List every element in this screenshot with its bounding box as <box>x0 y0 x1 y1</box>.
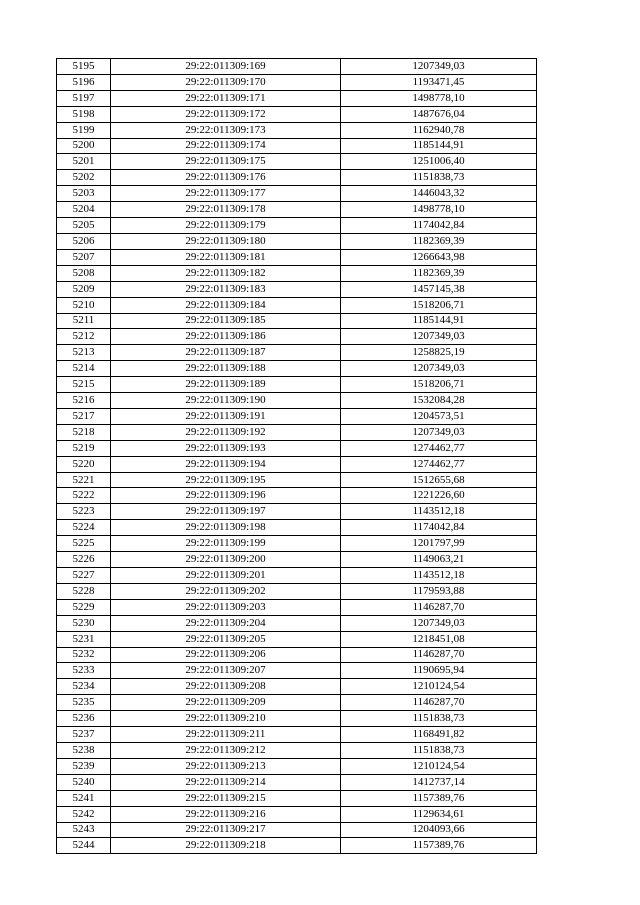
cadastral-value-cell: 1457145,38 <box>341 281 537 297</box>
table-row <box>57 758 537 774</box>
row-number-cell: 5197 <box>57 90 111 106</box>
cadastral-number-cell: 29:22:011309:183 <box>111 281 341 297</box>
cadastral-number-cell: 29:22:011309:193 <box>111 440 341 456</box>
cadastral-number-cell: 29:22:011309:182 <box>111 265 341 281</box>
row-number-cell: 5222 <box>57 488 111 504</box>
row-number-cell: 5241 <box>57 790 111 806</box>
cadastral-number-cell: 29:22:011309:211 <box>111 727 341 743</box>
cadastral-number-cell: 29:22:011309:217 <box>111 822 341 838</box>
table-row <box>57 806 537 822</box>
cadastral-number-cell: 29:22:011309:187 <box>111 345 341 361</box>
cadastral-number-cell: 29:22:011309:208 <box>111 679 341 695</box>
cadastral-number-cell: 29:22:011309:180 <box>111 233 341 249</box>
cadastral-number-cell: 29:22:011309:212 <box>111 742 341 758</box>
row-number-cell: 5232 <box>57 647 111 663</box>
cadastral-value-cell: 1204573,51 <box>341 408 537 424</box>
cadastral-value-cell: 1207349,03 <box>341 424 537 440</box>
table-row <box>57 297 537 313</box>
cadastral-value-cell: 1274462,77 <box>341 456 537 472</box>
cadastral-number-cell: 29:22:011309:195 <box>111 472 341 488</box>
table-row <box>57 456 537 472</box>
cadastral-number-cell: 29:22:011309:218 <box>111 838 341 854</box>
cadastral-number-cell: 29:22:011309:170 <box>111 74 341 90</box>
table-row <box>57 233 537 249</box>
table-row <box>57 472 537 488</box>
cadastral-number-cell: 29:22:011309:202 <box>111 583 341 599</box>
table-row <box>57 74 537 90</box>
table-row <box>57 408 537 424</box>
cadastral-number-cell: 29:22:011309:172 <box>111 106 341 122</box>
row-number-cell: 5203 <box>57 186 111 202</box>
row-number-cell: 5213 <box>57 345 111 361</box>
cadastral-number-cell: 29:22:011309:190 <box>111 393 341 409</box>
cadastral-value-cell: 1129634,61 <box>341 806 537 822</box>
cadastral-value-cell: 1174042,84 <box>341 218 537 234</box>
table-row <box>57 631 537 647</box>
table-row <box>57 424 537 440</box>
cadastral-value-table <box>56 58 537 854</box>
cadastral-value-cell: 1179593,88 <box>341 583 537 599</box>
cadastral-value-cell: 1204093,66 <box>341 822 537 838</box>
cadastral-number-cell: 29:22:011309:207 <box>111 663 341 679</box>
table-row <box>57 265 537 281</box>
cadastral-value-cell: 1182369,39 <box>341 233 537 249</box>
row-number-cell: 5242 <box>57 806 111 822</box>
table-row <box>57 249 537 265</box>
cadastral-value-cell: 1190695,94 <box>341 663 537 679</box>
row-number-cell: 5218 <box>57 424 111 440</box>
cadastral-number-cell: 29:22:011309:169 <box>111 59 341 75</box>
row-number-cell: 5223 <box>57 504 111 520</box>
table-row <box>57 774 537 790</box>
row-number-cell: 5217 <box>57 408 111 424</box>
row-number-cell: 5236 <box>57 711 111 727</box>
cadastral-number-cell: 29:22:011309:171 <box>111 90 341 106</box>
cadastral-value-cell: 1518206,71 <box>341 377 537 393</box>
table-row <box>57 393 537 409</box>
row-number-cell: 5216 <box>57 393 111 409</box>
cadastral-value-cell: 1149063,21 <box>341 552 537 568</box>
row-number-cell: 5224 <box>57 520 111 536</box>
cadastral-number-cell: 29:22:011309:203 <box>111 599 341 615</box>
table-row <box>57 838 537 854</box>
cadastral-value-cell: 1146287,70 <box>341 695 537 711</box>
cadastral-number-cell: 29:22:011309:198 <box>111 520 341 536</box>
cadastral-value-cell: 1185144,91 <box>341 138 537 154</box>
row-number-cell: 5240 <box>57 774 111 790</box>
cadastral-number-cell: 29:22:011309:188 <box>111 361 341 377</box>
cadastral-number-cell: 29:22:011309:177 <box>111 186 341 202</box>
cadastral-value-cell: 1532084,28 <box>341 393 537 409</box>
cadastral-number-cell: 29:22:011309:181 <box>111 249 341 265</box>
table-row <box>57 599 537 615</box>
cadastral-value-cell: 1487676,04 <box>341 106 537 122</box>
cadastral-number-cell: 29:22:011309:173 <box>111 122 341 138</box>
cadastral-number-cell: 29:22:011309:214 <box>111 774 341 790</box>
table-row <box>57 711 537 727</box>
row-number-cell: 5220 <box>57 456 111 472</box>
table-row <box>57 663 537 679</box>
row-number-cell: 5221 <box>57 472 111 488</box>
row-number-cell: 5214 <box>57 361 111 377</box>
cadastral-value-cell: 1151838,73 <box>341 170 537 186</box>
cadastral-value-cell: 1143512,18 <box>341 504 537 520</box>
table-row <box>57 345 537 361</box>
row-number-cell: 5209 <box>57 281 111 297</box>
row-number-cell: 5201 <box>57 154 111 170</box>
cadastral-value-cell: 1266643,98 <box>341 249 537 265</box>
table-row <box>57 504 537 520</box>
table-row <box>57 59 537 75</box>
cadastral-value-cell: 1221226,60 <box>341 488 537 504</box>
cadastral-number-cell: 29:22:011309:213 <box>111 758 341 774</box>
cadastral-number-cell: 29:22:011309:184 <box>111 297 341 313</box>
cadastral-number-cell: 29:22:011309:197 <box>111 504 341 520</box>
cadastral-number-cell: 29:22:011309:196 <box>111 488 341 504</box>
cadastral-value-cell: 1218451,08 <box>341 631 537 647</box>
cadastral-number-cell: 29:22:011309:216 <box>111 806 341 822</box>
cadastral-value-cell: 1274462,77 <box>341 440 537 456</box>
table-row <box>57 520 537 536</box>
cadastral-number-cell: 29:22:011309:178 <box>111 202 341 218</box>
cadastral-value-cell: 1210124,54 <box>341 679 537 695</box>
cadastral-value-cell: 1162940,78 <box>341 122 537 138</box>
cadastral-value-cell: 1207349,03 <box>341 59 537 75</box>
table-row <box>57 90 537 106</box>
cadastral-number-cell: 29:22:011309:200 <box>111 552 341 568</box>
table-row <box>57 742 537 758</box>
cadastral-number-cell: 29:22:011309:215 <box>111 790 341 806</box>
cadastral-value-cell: 1185144,91 <box>341 313 537 329</box>
row-number-cell: 5227 <box>57 568 111 584</box>
row-number-cell: 5195 <box>57 59 111 75</box>
table-row <box>57 488 537 504</box>
cadastral-number-cell: 29:22:011309:179 <box>111 218 341 234</box>
cadastral-number-cell: 29:22:011309:189 <box>111 377 341 393</box>
table-row <box>57 377 537 393</box>
cadastral-number-cell: 29:22:011309:205 <box>111 631 341 647</box>
row-number-cell: 5204 <box>57 202 111 218</box>
cadastral-number-cell: 29:22:011309:176 <box>111 170 341 186</box>
cadastral-number-cell: 29:22:011309:199 <box>111 536 341 552</box>
cadastral-number-cell: 29:22:011309:201 <box>111 568 341 584</box>
row-number-cell: 5211 <box>57 313 111 329</box>
row-number-cell: 5231 <box>57 631 111 647</box>
table-row <box>57 106 537 122</box>
table-row <box>57 615 537 631</box>
cadastral-value-cell: 1210124,54 <box>341 758 537 774</box>
table-row <box>57 202 537 218</box>
cadastral-value-cell: 1182369,39 <box>341 265 537 281</box>
document-page <box>56 58 537 854</box>
cadastral-value-cell: 1193471,45 <box>341 74 537 90</box>
cadastral-value-cell: 1251006,40 <box>341 154 537 170</box>
row-number-cell: 5243 <box>57 822 111 838</box>
cadastral-value-cell: 1157389,76 <box>341 838 537 854</box>
table-row <box>57 647 537 663</box>
cadastral-value-cell: 1168491,82 <box>341 727 537 743</box>
cadastral-number-cell: 29:22:011309:174 <box>111 138 341 154</box>
row-number-cell: 5198 <box>57 106 111 122</box>
table-row <box>57 822 537 838</box>
cadastral-value-cell: 1151838,73 <box>341 711 537 727</box>
row-number-cell: 5237 <box>57 727 111 743</box>
table-row <box>57 440 537 456</box>
table-row <box>57 329 537 345</box>
cadastral-value-cell: 1498778,10 <box>341 202 537 218</box>
cadastral-number-cell: 29:22:011309:210 <box>111 711 341 727</box>
cadastral-number-cell: 29:22:011309:209 <box>111 695 341 711</box>
row-number-cell: 5206 <box>57 233 111 249</box>
cadastral-value-cell: 1143512,18 <box>341 568 537 584</box>
cadastral-number-cell: 29:22:011309:204 <box>111 615 341 631</box>
row-number-cell: 5205 <box>57 218 111 234</box>
cadastral-value-cell: 1207349,03 <box>341 329 537 345</box>
cadastral-value-cell: 1174042,84 <box>341 520 537 536</box>
row-number-cell: 5219 <box>57 440 111 456</box>
table-row <box>57 154 537 170</box>
cadastral-value-cell: 1201797,99 <box>341 536 537 552</box>
table-row <box>57 695 537 711</box>
cadastral-number-cell: 29:22:011309:192 <box>111 424 341 440</box>
row-number-cell: 5196 <box>57 74 111 90</box>
cadastral-value-cell: 1146287,70 <box>341 599 537 615</box>
row-number-cell: 5239 <box>57 758 111 774</box>
cadastral-value-cell: 1446043,32 <box>341 186 537 202</box>
cadastral-value-cell: 1146287,70 <box>341 647 537 663</box>
table-row <box>57 313 537 329</box>
table-row <box>57 138 537 154</box>
row-number-cell: 5210 <box>57 297 111 313</box>
row-number-cell: 5215 <box>57 377 111 393</box>
row-number-cell: 5200 <box>57 138 111 154</box>
cadastral-value-cell: 1498778,10 <box>341 90 537 106</box>
row-number-cell: 5233 <box>57 663 111 679</box>
row-number-cell: 5230 <box>57 615 111 631</box>
table-row <box>57 568 537 584</box>
cadastral-value-cell: 1157389,76 <box>341 790 537 806</box>
table-row <box>57 583 537 599</box>
table-row <box>57 170 537 186</box>
cadastral-number-cell: 29:22:011309:191 <box>111 408 341 424</box>
row-number-cell: 5202 <box>57 170 111 186</box>
cadastral-number-cell: 29:22:011309:186 <box>111 329 341 345</box>
row-number-cell: 5207 <box>57 249 111 265</box>
cadastral-value-cell: 1412737,14 <box>341 774 537 790</box>
row-number-cell: 5199 <box>57 122 111 138</box>
cadastral-value-cell: 1207349,03 <box>341 361 537 377</box>
cadastral-number-cell: 29:22:011309:206 <box>111 647 341 663</box>
cadastral-number-cell: 29:22:011309:175 <box>111 154 341 170</box>
cadastral-value-cell: 1512655,68 <box>341 472 537 488</box>
cadastral-number-cell: 29:22:011309:194 <box>111 456 341 472</box>
row-number-cell: 5235 <box>57 695 111 711</box>
cadastral-value-cell: 1258825,19 <box>341 345 537 361</box>
table-row <box>57 281 537 297</box>
table-row <box>57 186 537 202</box>
row-number-cell: 5238 <box>57 742 111 758</box>
row-number-cell: 5225 <box>57 536 111 552</box>
table-row <box>57 727 537 743</box>
cadastral-value-cell: 1207349,03 <box>341 615 537 631</box>
cadastral-value-cell: 1151838,73 <box>341 742 537 758</box>
table-row <box>57 218 537 234</box>
row-number-cell: 5226 <box>57 552 111 568</box>
row-number-cell: 5229 <box>57 599 111 615</box>
table-row <box>57 552 537 568</box>
row-number-cell: 5208 <box>57 265 111 281</box>
table-body <box>57 59 537 854</box>
table-row <box>57 679 537 695</box>
cadastral-value-cell: 1518206,71 <box>341 297 537 313</box>
row-number-cell: 5244 <box>57 838 111 854</box>
table-row <box>57 790 537 806</box>
row-number-cell: 5228 <box>57 583 111 599</box>
row-number-cell: 5234 <box>57 679 111 695</box>
row-number-cell: 5212 <box>57 329 111 345</box>
table-row <box>57 122 537 138</box>
table-row <box>57 536 537 552</box>
cadastral-number-cell: 29:22:011309:185 <box>111 313 341 329</box>
table-row <box>57 361 537 377</box>
